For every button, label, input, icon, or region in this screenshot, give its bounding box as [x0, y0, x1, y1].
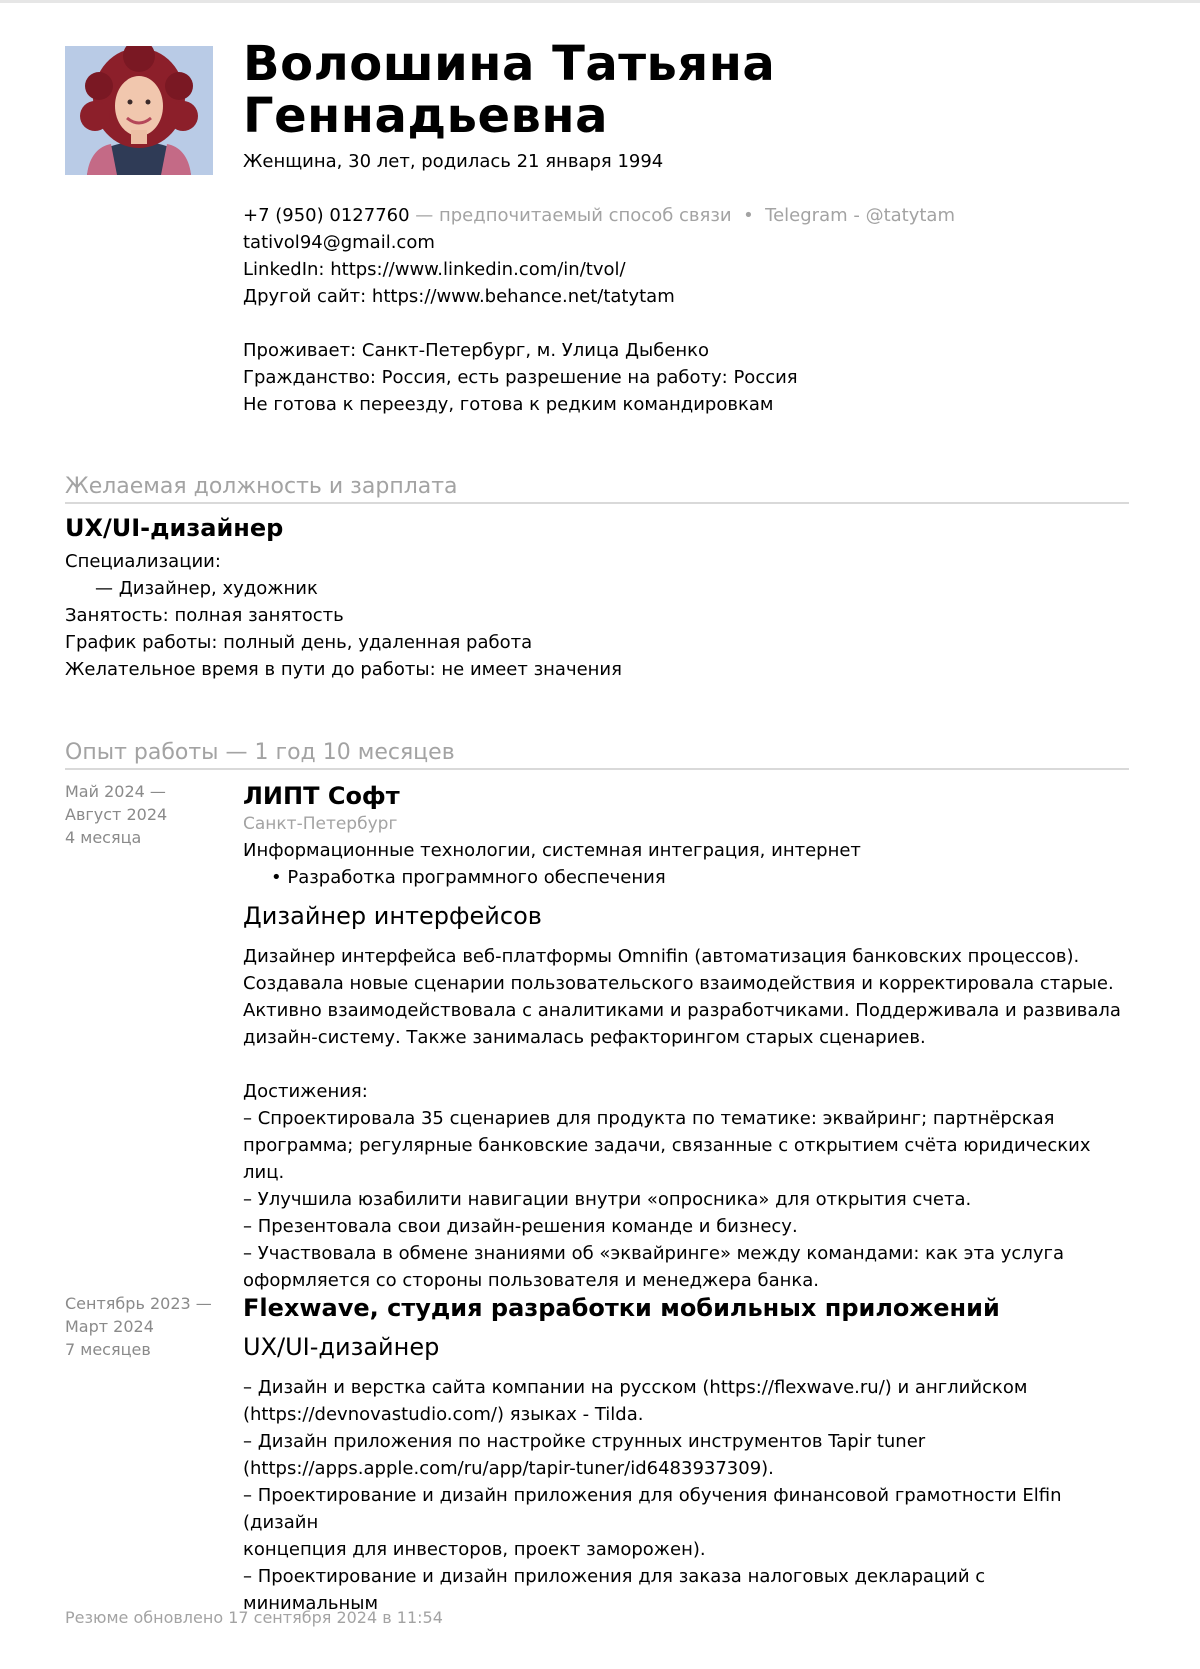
desc-line: концепция для инвесторов, проект заморожен). — [243, 1539, 706, 1560]
industry-item: • Разработка программного обеспечения — [271, 867, 666, 888]
date-start: Сентябрь 2023 — — [65, 1294, 212, 1313]
contacts — [243, 202, 1123, 418]
page-title: Волошина Татьяна Геннадьевна — [243, 36, 776, 144]
email[interactable]: tativol94@gmail.com — [243, 232, 435, 253]
desired-position-block — [65, 512, 1129, 683]
schedule: График работы: полный день, удаленная работа — [65, 632, 533, 653]
desc-line: Активно взаимодействовала с аналитиками и разработчиками. Поддерживала и развивала — [243, 1000, 1121, 1021]
job-role: Дизайнер интерфейсов — [243, 902, 542, 930]
desc-line: – Участвовала в обмене знаниями об «эквайринге» между командами: как эта услуга — [243, 1243, 1064, 1264]
desc-line: оформляется со стороны пользователя и менеджера банка. — [243, 1270, 820, 1291]
linkedin-link[interactable]: LinkedIn: https://www.linkedin.com/in/tvol/ — [243, 259, 626, 280]
desc-line: – Дизайн приложения по настройке струнных инструментов Tapir tuner — [243, 1431, 926, 1452]
residence: Проживает: Санкт-Петербург, м. Улица Дыбенко — [243, 340, 710, 361]
section-title-desired: Желаемая должность и зарплата — [65, 472, 1129, 504]
birth-info: Женщина, 30 лет, родилась 21 января 1994 — [243, 151, 664, 172]
desc-line: Создавала новые сценарии пользовательского взаимодействия и корректировала старые. — [243, 973, 1114, 994]
avatar-photo — [65, 46, 213, 175]
job-description — [243, 943, 1123, 1294]
desc-line: дизайн-систему. Также занималась рефакторингом старых сценариев. — [243, 1027, 926, 1048]
desc-line: программа; регулярные банковские задачи, связанные с открытием счёта юридических лиц. — [243, 1135, 1091, 1183]
employment: Занятость: полная занятость — [65, 605, 344, 626]
commute: Желательное время в пути до работы: не имеет значения — [65, 659, 622, 680]
desc-line: – Улучшила юзабилити навигации внутри «опросника» для открытия счета. — [243, 1189, 972, 1210]
citizenship: Гражданство: Россия, есть разрешение на работу: Россия — [243, 367, 798, 388]
specializations-label: Специализации: — [65, 551, 221, 572]
phone-line — [243, 202, 1123, 229]
updated-footer: Резюме обновлено 17 сентября 2024 в 11:54 — [65, 1608, 443, 1627]
desc-line: (https://devnovastudio.com/) языках - Tilda. — [243, 1404, 644, 1425]
desc-line: – Проектирование и дизайн приложения для заказа налоговых деклараций с минимальным — [243, 1566, 986, 1614]
header-info — [243, 36, 1123, 418]
other-site-link[interactable]: Другой сайт: https://www.behance.net/tatytam — [243, 286, 675, 307]
telegram[interactable]: Telegram - @tatytam — [765, 205, 955, 226]
desc-line: Достижения: — [243, 1081, 368, 1102]
desc-line: Дизайнер интерфейса веб-платформы Omnifin (автоматизация банковских процессов). — [243, 946, 1080, 967]
date-end: Март 2024 — [65, 1317, 154, 1336]
job-role: UX/UI-дизайнер — [243, 1333, 440, 1361]
job-description — [243, 1374, 1123, 1617]
desc-line: (https://apps.apple.com/ru/app/tapir-tuner/id6483937309). — [243, 1458, 774, 1479]
section-title-experience: Опыт работы — 1 год 10 месяцев — [65, 738, 1129, 770]
desc-line: – Дизайн и верстка сайта компании на русском (https://flexwave.ru/) и английском — [243, 1377, 1028, 1398]
company-city: Санкт-Петербург — [243, 814, 398, 834]
duration: 7 месяцев — [65, 1340, 151, 1359]
date-end: Август 2024 — [65, 805, 168, 824]
experience-dates — [65, 1292, 225, 1361]
experience-dates — [65, 780, 225, 849]
top-divider — [0, 0, 1200, 3]
company-industry: Информационные технологии, системная интеграция, интернет — [243, 840, 861, 861]
phone-note: — предпочитаемый способ связи — [409, 205, 732, 226]
company-name: ЛИПТ Софт — [243, 782, 400, 810]
company-name: Flexwave, студия разработки мобильных приложений — [243, 1294, 1000, 1322]
specialization-item: — Дизайнер, художник — [95, 578, 318, 599]
duration: 4 месяца — [65, 828, 142, 847]
desc-line: – Спроектировала 35 сценариев для продукта по тематике: эквайринг; партнёрская — [243, 1108, 1055, 1129]
experience-body — [243, 780, 1123, 1294]
desc-line: – Презентовала свои дизайн-решения команде и бизнесу. — [243, 1216, 798, 1237]
desired-position: UX/UI-дизайнер — [65, 514, 284, 542]
experience-body — [243, 1292, 1123, 1617]
phone[interactable]: +7 (950) 0127760 — [243, 205, 410, 226]
date-start: Май 2024 — — [65, 782, 166, 801]
contact-separator: • — [731, 205, 766, 226]
avatar — [65, 46, 213, 175]
relocation: Не готова к переезду, готова к редким командировкам — [243, 394, 774, 415]
desc-line: – Проектирование и дизайн приложения для обучения финансовой грамотности Elfin (дизайн — [243, 1485, 1062, 1533]
